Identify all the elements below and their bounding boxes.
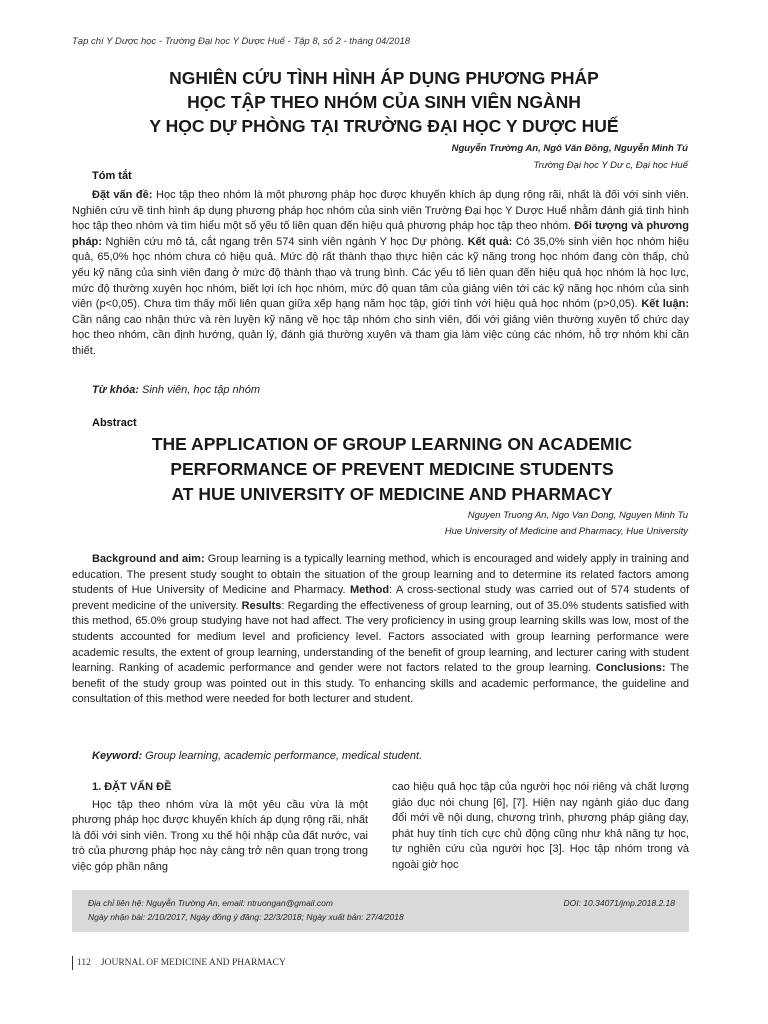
methods-label: Đối tượng và phương pháp: [72, 220, 689, 248]
conclusion-text: The benefit of the study group was pointed out in this study. To enhancing skills and academic performance, the guideline and consultation of this method were needed for both lecturer and student. [72, 662, 690, 706]
vietnamese-keywords-label: Từ khóa: [92, 384, 139, 396]
english-authors: Nguyen Truong An, Ngo Van Dong, Nguyen Minh Tu [467, 510, 688, 521]
publication-dates: Ngày nhận bài: 2/10/2017, Ngày đồng ý đăng: 22/3/2018; Ngày xuất bản: 27/4/2018 [88, 912, 404, 922]
body-column-right [392, 780, 689, 874]
english-title [72, 432, 712, 507]
doi: DOI: 10.34071/jmp.2018.2.18 [563, 898, 675, 908]
vietnamese-keywords [92, 384, 260, 396]
english-keywords [92, 750, 422, 762]
vietnamese-abstract [72, 188, 689, 360]
english-keywords-text: Group learning, academic performance, medical student. [142, 750, 423, 762]
results-label: Kết quả: [467, 235, 513, 248]
vietnamese-authors: Nguyễn Trường An, Ngô Văn Đồng, Nguyễn Minh Tú [451, 143, 688, 154]
vietnamese-keywords-text: Sinh viên, học tập nhóm [138, 384, 261, 396]
footnote-box [72, 890, 689, 932]
english-title-line: THE APPLICATION OF GROUP LEARNING ON ACADEMIC [151, 434, 633, 454]
section-heading: 1. ĐẶT VẤN ĐỀ [92, 781, 172, 793]
background-label: Background and aim: [92, 553, 205, 565]
english-abstract-label: Abstract [92, 417, 137, 429]
page-footer [72, 956, 286, 970]
english-affiliation: Hue University of Medicine and Pharmacy, Hue University [444, 526, 688, 537]
results-label: Results [241, 599, 282, 612]
vietnamese-title-line: HỌC TẬP THEO NHÓM CỦA SINH VIÊN NGÀNH [187, 92, 581, 112]
vietnamese-authors-block [452, 140, 688, 174]
english-authors-block [445, 508, 688, 540]
english-title-line: PERFORMANCE OF PREVENT MEDICINE STUDENTS [170, 459, 614, 479]
conclusion-label: Kết luận: [641, 298, 689, 311]
footer-divider [72, 956, 73, 970]
background-text: Học tập theo nhóm là một phương pháp học được khuyến khích áp dụng rộng rãi, nhất là đối với sinh viên. Nghiên cứu về tình hình áp dụng phương pháp học nhóm của sinh viên Trường Đại học Y Dược Huế nhằm đánh giá tình hình học tập theo nhóm và tìm hiểu một số yếu tố liên quan đến hiệu quả phương pháp học tập theo nhóm. [72, 189, 689, 233]
background-text: Group learning is a typically learning method, which is encouraged and widely apply in training and education. The present study sought to obtain the situation of the group learning and to determine its related factors among students of Hue University of Medicine and Pharmacy. [72, 553, 689, 597]
journal-name: JOURNAL OF MEDICINE AND PHARMACY [100, 958, 286, 968]
page-number: 112 [77, 958, 91, 968]
body-paragraph: Học tập theo nhóm vừa là một yêu cầu vừa là một phương pháp học được khuyến khích áp dụng rộng rãi, nhất là đối với sinh viên. Trong xu thế hội nhập của đất nước, vai trò của phương pháp học này càng trở nên quan trọng trong việc góp phần nâng [72, 798, 368, 873]
conclusion-text: Cần nâng cao nhận thức và rèn luyện kỹ năng về học tập nhóm cho sinh viên, đối với giảng viên thường xuyên tổ chức dạy học theo nhóm, cần định hướng, quản lý, đánh giá thường xuyên và tham gia làm việc cùng các nhóm, hỗ trợ nhóm khi cần thiết. [72, 313, 689, 357]
vietnamese-title-line: Y HỌC DỰ PHÒNG TẠI TRƯỜNG ĐẠI HỌC Y DƯỢC HUẾ [149, 116, 619, 136]
vietnamese-title-line: NGHIÊN CỨU TÌNH HÌNH ÁP DỤNG PHƯƠNG PHÁP [169, 68, 599, 88]
vietnamese-abstract-label: Tóm tắt [92, 170, 132, 182]
english-abstract [72, 552, 689, 708]
english-title-line: AT HUE UNIVERSITY OF MEDICINE AND PHARMACY [171, 484, 613, 504]
english-keywords-label: Keyword: [92, 750, 143, 762]
results-text: Có 35,0% sinh viên học nhóm hiệu quả, 65,0% học nhóm chưa có hiệu quả. Mức độ rất thành thạo thực hiện các kỹ năng trong học nhóm đang còn thấp, chủ yếu kỹ năng của sinh viên đang ở mức độ thành thạo và trung bình. Các yếu tố liên quan đến hiệu quả học nhóm là học lực, mức độ thường xuyên học nhóm, biết lợi ích học nhóm, mức độ quan tâm của giảng viên tới các kỹ năng học nhóm của sinh viên (p<0,05). Chưa tìm thấy mối liên quan giữa xếp hạng năm học tập, giới tính với hiệu quả học nhóm (p>0,05). [72, 235, 689, 311]
contact-info: Địa chỉ liên hệ: Nguyễn Trường An, email: ntruongan@gmail.com [88, 898, 333, 908]
body-column-left [72, 776, 368, 876]
body-paragraph: cao hiệu quả học tập của người học nói riêng và chất lượng giáo dục nói chung [6], [7]. Hiện nay ngành giáo dục đang đổi mới về nội dung, chương trình, phương pháp giảng dạy, phát huy tính tích cực chủ động cũng như khả năng tự học, tự nghiên cứu của người học [3]. Học tập nhóm trong và ngoài giờ học [392, 781, 689, 871]
running-header: Tạp chí Y Dược học - Trường Đại học Y Dược Huế - Tập 8, số 2 - tháng 04/2018 [72, 36, 411, 47]
conclusion-label: Conclusions: [595, 662, 666, 675]
methods-label: Method [349, 584, 390, 597]
vietnamese-affiliation: Trường Đại học Y Dư c, Đại học Huế [533, 160, 688, 171]
methods-text: : A cross-sectional study was carried out of 574 students of prevent medicine of the university. [72, 584, 689, 612]
results-text: : Regarding the effectiveness of group learning, out of 35.0% students satisfied with this method, 65.0% group studying have not had affect. The very proficiency in using group learning skills was low, most of the students accounted for medium level and proficiency level. Factors associated with group learning performance were academic results, the extent of group learning, understanding of the benefit of group learning, and lecturer caring with student learning. Ranking of academic performance and gender were not factors related to the group learning. [72, 599, 689, 675]
methods-text: Nghiên cứu mô tả, cắt ngang trên 574 sinh viên ngành Y học Dự phòng. [101, 235, 468, 248]
background-label: Đặt vấn đề: [92, 189, 153, 201]
vietnamese-title [72, 66, 696, 138]
